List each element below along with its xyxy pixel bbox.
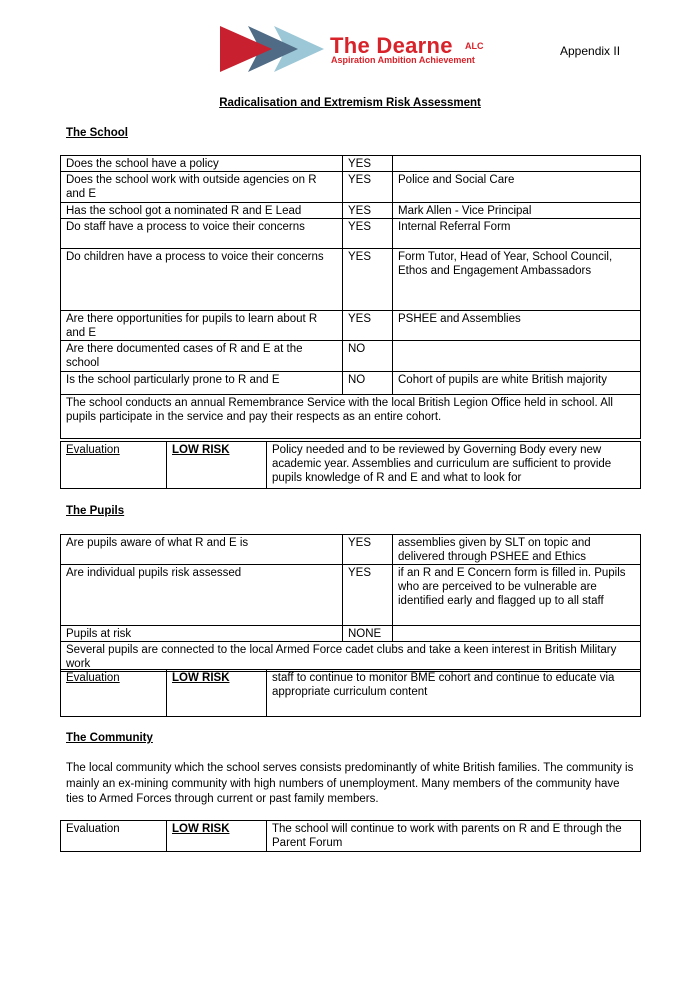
comment-cell: assemblies given by SLT on topic and delivered through PSHEE and Ethics [393,535,641,565]
comment-cell: Cohort of pupils are white British majority [393,372,641,395]
risk-level: LOW RISK [167,670,267,717]
section-heading-school: The School [66,127,128,139]
comment-cell: if an R and E Concern form is filled in. Pupils who are perceived to be vulnerable are identified early and flagged up to all staff [393,565,641,626]
answer-cell: NONE [343,626,393,642]
question-cell: Pupils at risk [61,626,343,642]
table-row [61,565,641,626]
question-cell: Are individual pupils risk assessed [61,565,343,626]
question-cell: Does the school work with outside agencies on R and E [61,172,343,203]
table-row [61,626,641,642]
school-table [60,155,641,439]
answer-cell: YES [343,311,393,341]
comment-cell [393,156,641,172]
table-row [61,219,641,249]
answer-cell: NO [343,341,393,372]
table-row [61,311,641,341]
brand-tagline: Aspiration Ambition Achievement [331,55,475,65]
comment-cell: Police and Social Care [393,172,641,203]
answer-cell: YES [343,249,393,311]
comment-cell [393,626,641,642]
question-cell: Are pupils aware of what R and E is [61,535,343,565]
section-heading-community: The Community [66,732,153,744]
comment-cell: Internal Referral Form [393,219,641,249]
table-row [61,249,641,311]
answer-cell: YES [343,565,393,626]
evaluation-label: Evaluation [61,442,167,489]
evaluation-label: Evaluation [61,821,167,852]
pupils-evaluation-table [60,669,641,717]
table-row [61,341,641,372]
community-paragraph: The local community which the school serves consists predominantly of white British families. The community is mainly an ex-mining community with high numbers of unemployment. Many members of the community have ties to Armed Forces through current or past family members. [66,762,634,805]
question-cell: Are there opportunities for pupils to learn about R and E [61,311,343,341]
evaluation-comment: staff to continue to monitor BME cohort and continue to educate via appropriate curriculum content [267,670,641,717]
evaluation-comment: Policy needed and to be reviewed by Governing Body every new academic year. Assemblies and curriculum are sufficient to provide pupils knowledge of R and E and what to look for [267,442,641,489]
school-note: The school conducts an annual Remembrance Service with the local British Legion Office held in school. All pupils participate in the service and pay their respects as an entire cohort. [61,395,641,439]
table-row [61,821,641,852]
question-cell: Do staff have a process to voice their concerns [61,219,343,249]
risk-level: LOW RISK [167,821,267,852]
answer-cell: YES [343,535,393,565]
pupils-table [60,534,641,672]
answer-cell: YES [343,156,393,172]
brand-suffix: ALC [465,41,484,51]
dearne-logo-icon [220,22,324,76]
comment-cell: Form Tutor, Head of Year, School Council, Ethos and Engagement Ambassadors [393,249,641,311]
evaluation-comment: The school will continue to work with parents on R and E through the Parent Forum [267,821,641,852]
question-cell: Has the school got a nominated R and E Lead [61,203,343,219]
table-row [61,372,641,395]
comment-cell [393,341,641,372]
question-cell: Are there documented cases of R and E at the school [61,341,343,372]
table-row [61,442,641,489]
pupils-note: Several pupils are connected to the local Armed Force cadet clubs and take a keen interest in British Military work [61,642,641,672]
section-heading-pupils: The Pupils [66,505,125,517]
community-evaluation-table [60,820,641,852]
table-row [61,203,641,219]
table-row [61,670,641,717]
answer-cell: NO [343,372,393,395]
answer-cell: YES [343,219,393,249]
school-evaluation-table [60,441,641,489]
table-row [61,642,641,672]
brand-name: The Dearne [330,33,453,58]
appendix-label: Appendix II [560,44,621,58]
evaluation-label: Evaluation [61,670,167,717]
table-row [61,395,641,439]
table-row [61,156,641,172]
question-cell: Does the school have a policy [61,156,343,172]
risk-level: LOW RISK [167,442,267,489]
table-row [61,535,641,565]
answer-cell: YES [343,203,393,219]
document-title: Radicalisation and Extremism Risk Assessment [219,97,481,109]
question-cell: Do children have a process to voice their concerns [61,249,343,311]
table-row [61,172,641,203]
comment-cell: Mark Allen - Vice Principal [393,203,641,219]
question-cell: Is the school particularly prone to R and E [61,372,343,395]
comment-cell: PSHEE and Assemblies [393,311,641,341]
answer-cell: YES [343,172,393,203]
